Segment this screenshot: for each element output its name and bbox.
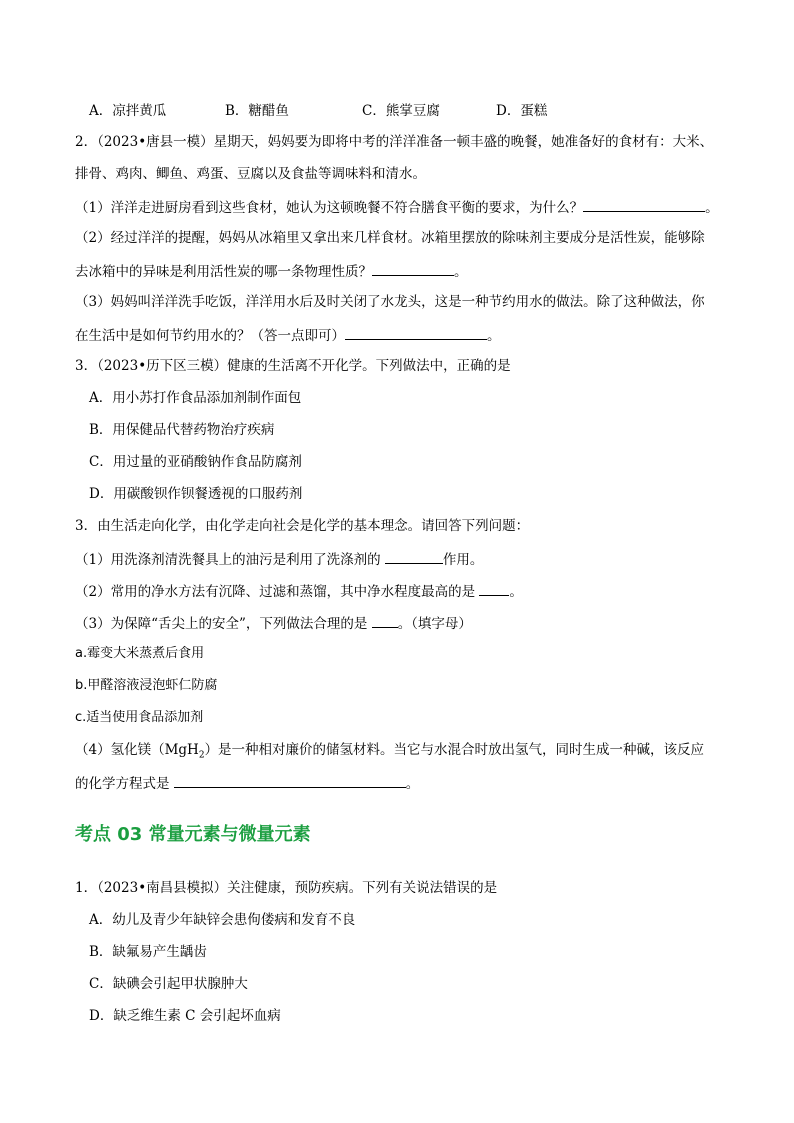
question-3b-part-4-line1: （4）氢化镁（MgH$_2$）是一种相对廉价的储氢材料。当它与水混合时放出氢气，同时生成一种碱，该反应 — [75, 742, 705, 761]
choice-a: a.霉变大米蒸煮后食用 — [75, 646, 205, 661]
option-d: D．蛋糕 — [496, 103, 548, 119]
question-4-option-d: D．缺乏维生素 C 会引起坏血病 — [89, 1008, 281, 1024]
answer-blank[interactable] — [345, 325, 487, 340]
question-3a-option-d: D．用碳酸钡作钡餐透视的口服药剂 — [89, 486, 303, 502]
question-3a-option-b: B．用保健品代替药物治疗疾病 — [89, 422, 275, 438]
question-2-stem-line2: 排骨、鸡肉、鲫鱼、鸡蛋、豆腐以及食盐等调味料和清水。 — [75, 166, 426, 182]
question-2-part-3-line2: 在生活中是如何节约用水的？（答一点即可） 。 — [75, 325, 501, 345]
question-2-part-2-line2: 去冰箱中的异味是利用活性炭的哪一条物理性质？ 。 — [75, 261, 468, 281]
question-2-part-2-line1: （2）经过洋洋的提醒，妈妈从冰箱里又拿出来几样食材。冰箱里摆放的除味剂主要成分是活性炭，能够除 — [75, 230, 705, 246]
question-3b-part-3: （3）为保障“舌尖上的安全”，下列做法合理的是 。（填字母） — [75, 613, 472, 633]
question-3b-stem: 3．由生活走向化学，由化学走向社会是化学的基本理念。请回答下列问题： — [75, 518, 530, 534]
option-a: A．凉拌黄瓜 — [89, 103, 167, 119]
question-2-part-3-line1: （3）妈妈叫洋洋洗手吃饭，洋洋用水后及时关闭了水龙头，这是一种节约用水的做法。除了这种做法，你 — [75, 294, 705, 310]
question-3a-option-a: A．用小苏打作食品添加剂制作面包 — [89, 390, 302, 406]
question-4-option-c: C．缺碘会引起甲状腺肿大 — [89, 976, 248, 992]
answer-blank[interactable] — [479, 581, 509, 596]
answer-blank[interactable] — [174, 773, 406, 788]
question-3a-stem: 3．（2023•历下区三模）健康的生活离不开化学。下列做法中，正确的是 — [75, 358, 511, 374]
option-c: C．熊掌豆腐 — [362, 103, 440, 119]
option-b: B．糖醋鱼 — [225, 103, 289, 119]
question-3b-part-1: （1）用洗涤剂清洗餐具上的油污是利用了洗涤剂的 作用。 — [75, 549, 483, 569]
question-4-option-b: B．缺氟易产生龋齿 — [89, 944, 207, 960]
question-2-stem-line1: 2．（2023•唐县一模）星期天，妈妈要为即将中考的洋洋准备一顿丰盛的晚餐，她准备好的食材有：大米、 — [75, 134, 714, 150]
answer-blank[interactable] — [385, 549, 443, 564]
question-3a-option-c: C．用过量的亚硝酸钠作食品防腐剂 — [89, 454, 302, 470]
question-4-option-a: A．幼儿及青少年缺锌会患佝偻病和发育不良 — [89, 912, 356, 928]
question-4-stem: 1．（2023•南昌县模拟）关注健康，预防疾病。下列有关说法错误的是 — [75, 880, 498, 896]
answer-blank[interactable] — [583, 197, 705, 212]
answer-blank[interactable] — [372, 261, 454, 276]
question-3b-part-4-line2: 的化学方程式是 。 — [75, 773, 419, 793]
choice-b: b.甲醛溶液浸泡虾仁防腐 — [75, 678, 218, 693]
section-heading: 考点 03 常量元素与微量元素 — [75, 824, 311, 845]
choice-c: c.适当使用食品添加剂 — [75, 710, 204, 725]
question-1-options — [89, 102, 547, 120]
question-2-part-1: （1）洋洋走进厨房看到这些食材，她认为这顿晚餐不符合膳食平衡的要求，为什么？ 。 — [75, 197, 719, 217]
question-3b-part-2: （2）常用的净水方法有沉降、过滤和蒸馏，其中净水程度最高的是 。 — [75, 581, 523, 601]
answer-blank[interactable] — [372, 613, 398, 628]
